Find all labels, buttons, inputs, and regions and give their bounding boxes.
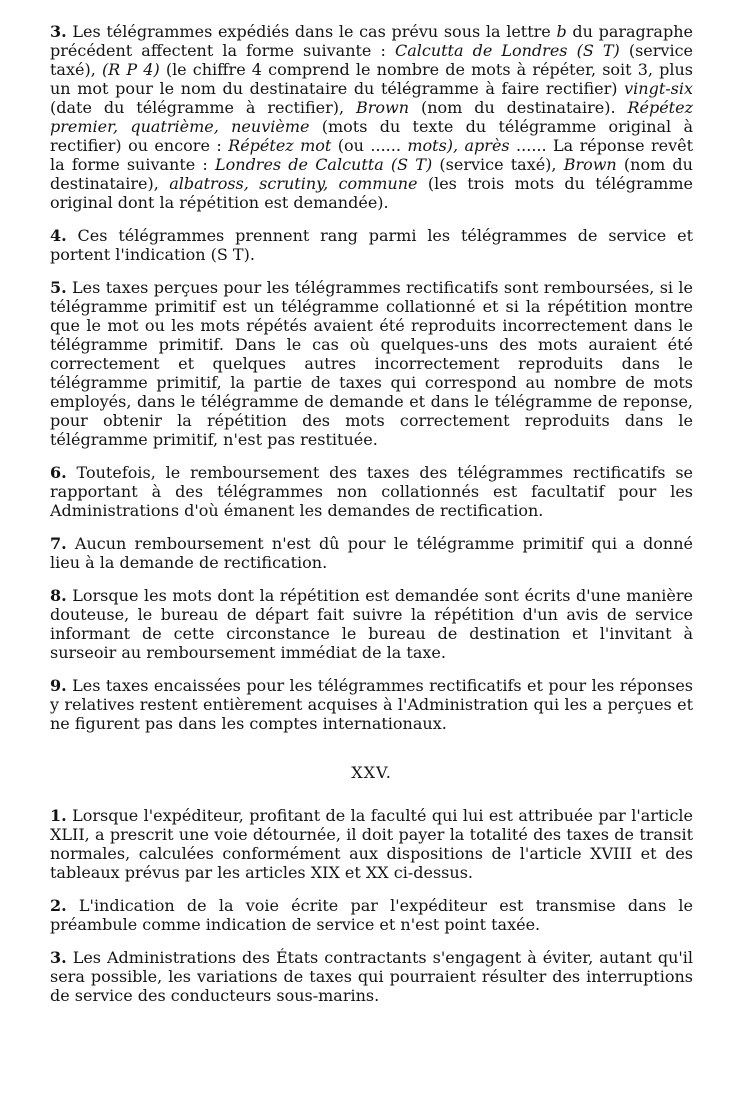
paragraph-bottom-3	[50, 948, 693, 1005]
paragraph-number: 8.	[50, 586, 67, 605]
italic-text: mots), après	[407, 136, 510, 155]
paragraph-number: 4.	[50, 226, 67, 245]
paragraph-text: (nom du destinataire),	[50, 155, 693, 193]
paragraph-text: Toutefois, le remboursement des taxes des télégrammes rectificatifs se rapportant à des télégrammes non collationnés est facultatif pour les Administrations d'où émanent les demandes de rectification.	[50, 463, 693, 520]
italic-text: Répétez premier, quatrième, neuvième	[50, 98, 693, 136]
paragraph-top-4	[50, 463, 693, 520]
paragraph-text: (le chiffre 4 comprend le nombre de mots à répéter, soit 3, plus un mot pour le nom du destinataire du télégramme à faire rectifier)	[50, 60, 693, 98]
paragraph-top-5	[50, 534, 693, 572]
paragraph-text: Ces télégrammes prennent rang parmi les télégrammes de service et portent l'indication (S T).	[50, 226, 693, 264]
document-page	[50, 22, 693, 1019]
paragraph-top-6	[50, 586, 693, 662]
paragraph-number: 5.	[50, 278, 67, 297]
paragraph-text: (service taxé),	[50, 41, 693, 79]
paragraph-number: 9.	[50, 676, 67, 695]
paragraph-text: Lorsque l'expéditeur, profitant de la faculté qui lui est attribuée par l'article XLII, a prescrit une voie détournée, il doit payer la totalité des taxes de transit normales, calculées conformément aux dispositions de l'article XVIII et des tableaux prévus par les articles XIX et XX ci-dessus.	[50, 806, 693, 882]
paragraph-text: (les trois mots du télégramme original dont la répétition est demandée).	[50, 174, 693, 212]
italic-text: Répétez mot	[228, 136, 332, 155]
paragraph-top-3	[50, 278, 693, 449]
paragraph-text: du paragraphe précédent affectent la forme suivante :	[50, 22, 693, 60]
paragraph-number: 6.	[50, 463, 67, 482]
paragraph-text: Les taxes perçues pour les télégrammes rectificatifs sont remboursées, si le télégramme primitif est un télégramme collationné et si la répétition montre que le mot ou les mots répétés avaient été reproduits incorrectement dans le télégramme primitif. Dans le cas où quelques-uns des mots auraient été correctement et quelques autres incorrectement reproduits dans le télégramme primitif, la partie de taxes qui correspond au nombre de mots employés, dans le télégramme de demande et dans le télégramme de reponse, pour obtenir la répétition des mots correctement reproduits dans le télégramme primitif, n'est pas restituée.	[50, 278, 693, 449]
italic-text: vingt-six	[624, 79, 693, 98]
paragraphs-bottom	[50, 806, 693, 1005]
section-heading: XXV.	[351, 763, 392, 782]
paragraph-number: 1.	[50, 806, 67, 825]
italic-text: Londres de Calcutta (S T)	[215, 155, 433, 174]
paragraph-text: (date du télégramme à rectifier),	[50, 98, 357, 117]
paragraph-number: 2.	[50, 896, 67, 915]
italic-text: (R P 4)	[101, 60, 160, 79]
paragraph-text: Les taxes encaissées pour les télégrammes rectificatifs et pour les réponses y relatives restent entièrement acquises à l'Administration qui les a perçues et ne figurent pas dans les comptes internationaux.	[50, 676, 693, 733]
paragraphs-top	[50, 22, 693, 733]
italic-text: Brown	[356, 98, 410, 117]
italic-text: b	[556, 22, 567, 41]
italic-text: Brown	[563, 155, 617, 174]
paragraph-number: 3.	[50, 22, 67, 41]
paragraph-text: ...... La réponse revêt la forme suivante :	[50, 136, 694, 174]
paragraph-bottom-2	[50, 896, 693, 934]
paragraph-text: (nom du destinataire).	[409, 98, 628, 117]
paragraph-text: (service taxé),	[432, 155, 564, 174]
italic-text: Calcutta de Londres (S T)	[394, 41, 620, 60]
paragraph-text: (mots du texte du télégramme original à rectifier) ou encore :	[50, 117, 693, 155]
paragraph-top-2	[50, 226, 693, 264]
paragraph-number: 7.	[50, 534, 67, 553]
paragraph-text: Lorsque les mots dont la répétition est demandée sont écrits d'une manière douteuse, le bureau de départ fait suivre la répétition d'un avis de service informant de cette circonstance le bureau de destination et l'invitant à surseoir au remboursement immédiat de la taxe.	[50, 586, 693, 662]
paragraph-top-7	[50, 676, 693, 733]
paragraph-text: Les télégrammes expédiés dans le cas prévu sous la lettre	[66, 22, 557, 41]
paragraph-text: Les Administrations des États contractants s'engagent à éviter, autant qu'il sera possible, les variations de taxes qui pourraient résulter des interruptions de service des conducteurs sous-marins.	[50, 948, 693, 1005]
paragraph-number: 3.	[50, 948, 67, 967]
paragraph-text: Aucun remboursement n'est dû pour le télégramme primitif qui a donné lieu à la demande de rectification.	[50, 534, 693, 572]
italic-text: albatross, scrutiny, commune	[169, 174, 418, 193]
paragraph-text: (ou ......	[331, 136, 408, 155]
paragraph-top-1	[50, 22, 693, 212]
paragraph-bottom-1	[50, 806, 693, 882]
paragraph-text: L'indication de la voie écrite par l'expéditeur est transmise dans le préambule comme indication de service et n'est point taxée.	[50, 896, 693, 934]
